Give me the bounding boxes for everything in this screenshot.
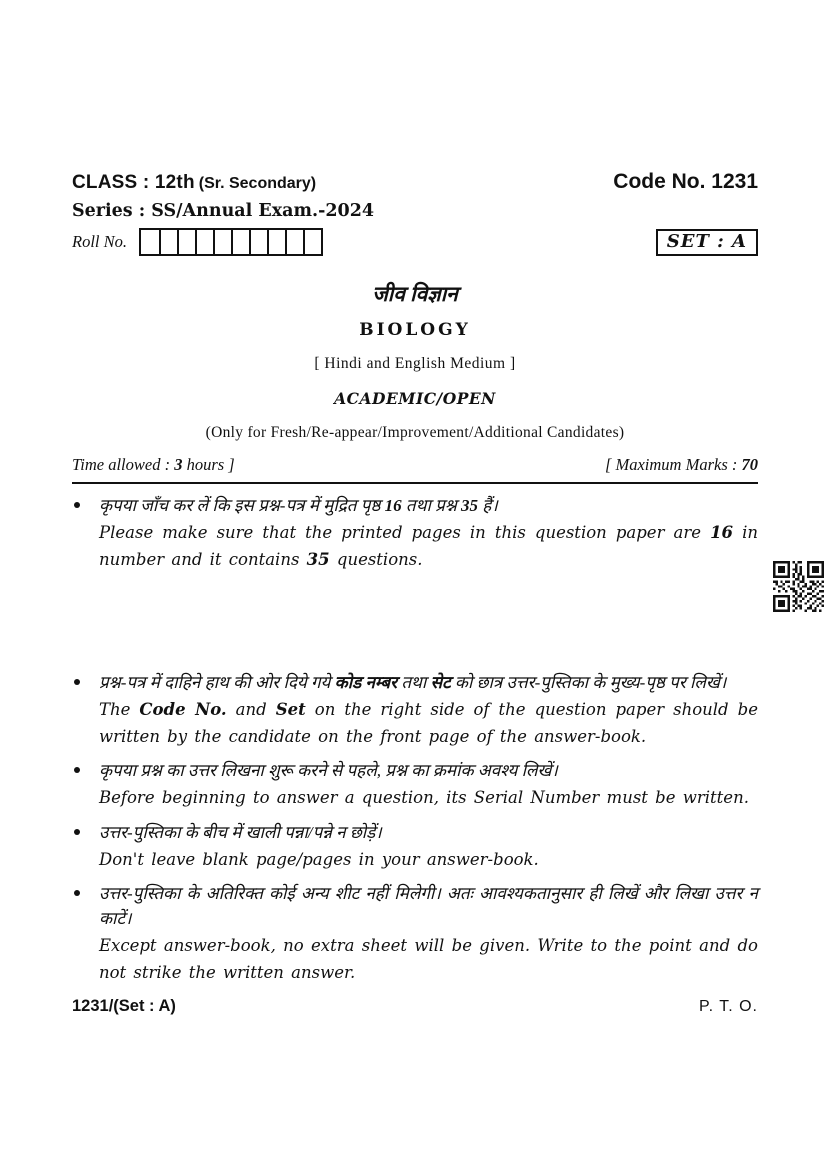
roll-no-cell bbox=[195, 230, 213, 254]
page-footer bbox=[72, 997, 758, 1016]
roll-no-cell bbox=[177, 230, 195, 254]
instruction-5-hindi: उत्तर-पुस्तिका के अतिरिक्त कोई अन्य शीट नहीं मिलेगी। अतः आवश्यकतानुसार ही लिखें और लिखा उत्तर न काटें। bbox=[99, 884, 758, 928]
instructions-list bbox=[72, 493, 758, 986]
class-title bbox=[72, 172, 316, 194]
eligibility-note: (Only for Fresh/Re-appear/Improvement/Additional Candidates) bbox=[205, 424, 625, 441]
instruction-bullet-4 bbox=[72, 820, 758, 874]
instruction-3-hindi: कृपया प्रश्न का उत्तर लिखना शुरू करने से पहले, प्रश्न का क्रमांक अवश्य लिखें। bbox=[99, 761, 558, 780]
bullet-icon bbox=[74, 679, 80, 685]
stream-note: ACADEMIC/OPEN bbox=[334, 389, 496, 408]
time-marks-row bbox=[72, 455, 758, 484]
roll-no-cell bbox=[285, 230, 303, 254]
roll-row bbox=[72, 228, 758, 256]
bullet-icon bbox=[74, 502, 80, 508]
instruction-2-hindi: प्रश्न-पत्र में दाहिने हाथ की ओर दिये गये कोड नम्बर तथा सेट को छात्र उत्तर-पुस्तिका के मुख्य-पृष्ठ पर लिखें। bbox=[99, 673, 727, 692]
roll-no-cell bbox=[249, 230, 267, 254]
set-badge: SET : A bbox=[656, 229, 758, 256]
instruction-bullet-2 bbox=[72, 670, 758, 750]
roll-no-cell bbox=[231, 230, 249, 254]
roll-number-block bbox=[72, 228, 323, 256]
instruction-2-english: The Code No. and Set on the right side of the question paper should be written by the candidate on the front page of the answer-book. bbox=[99, 700, 758, 746]
class-label: CLASS : 12th bbox=[72, 172, 195, 193]
instruction-1-hindi: कृपया जाँच कर लें कि इस प्रश्न-पत्र में मुद्रित पृष्ठ 16 तथा प्रश्न 35 हैं। bbox=[99, 496, 498, 515]
instruction-bullet-1 bbox=[72, 493, 758, 573]
roll-no-cell bbox=[267, 230, 285, 254]
footer-code: 1231/(Set : A) bbox=[72, 997, 176, 1015]
roll-no-cell bbox=[159, 230, 177, 254]
roll-no-grid bbox=[139, 228, 323, 256]
bullet-icon bbox=[74, 767, 80, 773]
roll-no-label: Roll No. bbox=[72, 232, 128, 251]
roll-no-cell bbox=[141, 230, 159, 254]
qr-code bbox=[772, 561, 825, 612]
instruction-4-english: Don't leave blank page/pages in your answer-book. bbox=[99, 849, 539, 869]
roll-no-cell bbox=[303, 230, 321, 254]
instruction-4-hindi: उत्तर-पुस्तिका के बीच में खाली पन्ना/पन्ने न छोड़ें। bbox=[99, 822, 382, 842]
bullet-icon bbox=[74, 890, 80, 896]
instruction-5-english: Except answer-book, no extra sheet will be given. Write to the point and do not strike the written answer. bbox=[99, 936, 758, 982]
instruction-3-english: Before beginning to answer a question, its Serial Number must be written. bbox=[99, 788, 749, 807]
class-sub-label: (Sr. Secondary) bbox=[198, 175, 317, 192]
code-number: Code No. 1231 bbox=[613, 170, 758, 193]
time-allowed: Time allowed : 3 hours ] bbox=[72, 455, 235, 474]
medium-note: [ Hindi and English Medium ] bbox=[314, 355, 516, 372]
instruction-bullet-3 bbox=[72, 758, 758, 812]
page-content bbox=[72, 170, 758, 986]
subject-title-hindi: जीव विज्ञान bbox=[372, 282, 458, 306]
maximum-marks: [ Maximum Marks : 70 bbox=[604, 455, 758, 474]
pto-label: P. T. O. bbox=[699, 998, 758, 1015]
roll-no-cell bbox=[213, 230, 231, 254]
header-row bbox=[72, 170, 758, 194]
subject-title: BIOLOGY bbox=[359, 320, 471, 340]
instruction-1-english: Please make sure that the printed pages in this question paper are 16 in number and it contains 35 questions. bbox=[99, 523, 758, 569]
instruction-bullet-5 bbox=[72, 881, 758, 986]
bullet-icon bbox=[74, 829, 80, 835]
series-line: Series : SS/Annual Exam.-2024 bbox=[72, 201, 375, 221]
